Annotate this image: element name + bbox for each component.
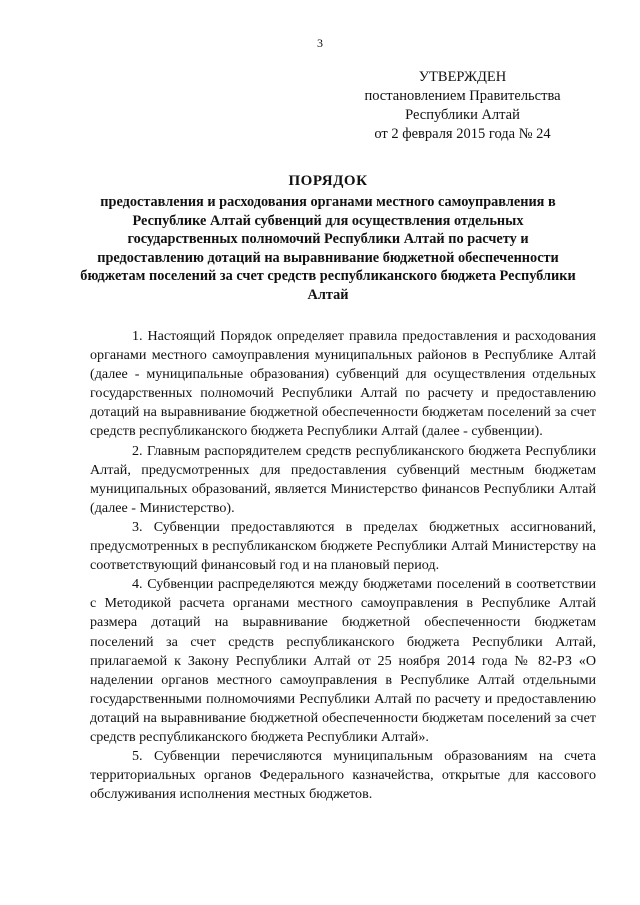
approval-line: постановлением Правительства: [364, 88, 561, 104]
document-body: [90, 327, 596, 804]
paragraph-5: 5. Субвенции перечисляются муниципальным образованиям на счета территориальных органов Федерального казначейства, открытые для кассового обслуживания исполнения местных бюджетов.: [90, 748, 596, 803]
document-subtitle: предоставления и расходования органами местного самоуправления в Республике Алтай субвенций для осуществления отдельных государственных полномочий Республики Алтай по расчету и предоставлению дотаций на выравнивание бюджетной обеспеченности бюджетам поселений за счет средств республиканского бюджета Республики Алтай: [80, 194, 576, 303]
paragraph-2: 2. Главным распорядителем средств республиканского бюджета Республики Алтай, предусмотренных для предоставления субвенций местным бюджетам муниципальных образований, является Министерство финансов Республики Алтай (далее - Министерство).: [90, 442, 596, 516]
paragraph-3: 3. Субвенции предоставляются в пределах бюджетных ассигнований, предусмотренных в республиканском бюджете Республики Алтай Министерству на соответствующий финансовый год и на плановый период.: [90, 518, 596, 574]
approval-line: Республики Алтай: [405, 107, 520, 123]
approval-heading: УТВЕРЖДЕН: [418, 69, 507, 85]
approval-date: от 2 февраля 2015 года № 24: [374, 126, 551, 142]
page-number: 3: [317, 36, 323, 50]
document-title: ПОРЯДОК: [288, 173, 368, 189]
document-title-block: [80, 172, 576, 305]
paragraph-1: 1. Настоящий Порядок определяет правила предоставления и расходования органами местного самоуправления муниципальных районов в Республике Алтай (далее - муниципальные образования) субвенций для осуществления отдельных государственных полномочий Республики Алтай по расчету и предоставлению дотаций на выравнивание бюджетной обеспеченности бюджетам поселений за счет средств республиканского бюджета Республики Алтай (далее - субвенции).: [90, 328, 596, 440]
paragraph-4: 4. Субвенции распределяются между бюджетами поселений в соответствии с Методикой расчета органами местного самоуправления в Республике Алтай размера дотаций на выравнивание бюджетной обеспеченности бюджетам поселений за счет средств республиканского бюджета Республики Алтай, прилагаемой к Закону Республики Алтай от 25 ноября 2014 года № 82-РЗ «О наделении органов местного самоуправления в Республике Алтай отдельными государственными полномочиями Республики Алтай по расчету и предоставлению дотаций на выравнивание бюджетной обеспеченности бюджетам поселений за счет средств республиканского бюджета Республики Алтай».: [90, 576, 596, 745]
approval-block: [360, 68, 565, 144]
